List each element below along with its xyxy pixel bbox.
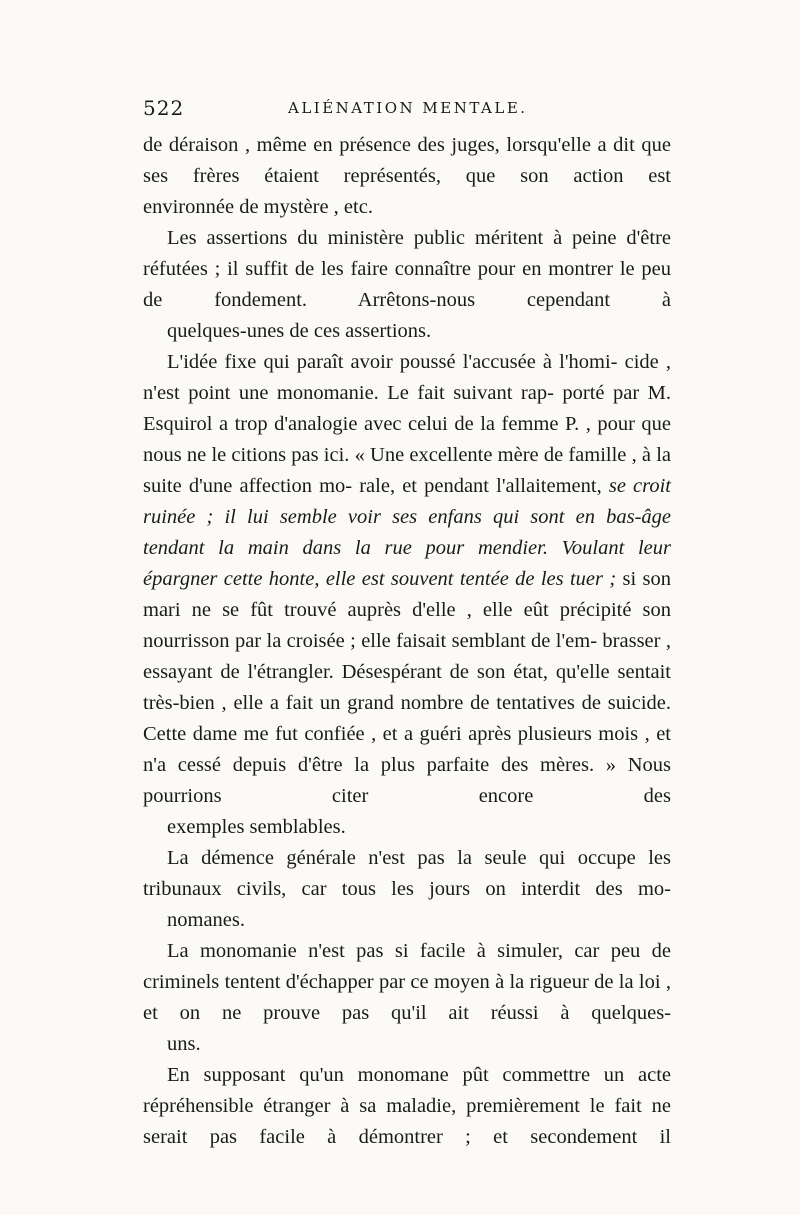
running-title: ALIÉNATION MENTALE.	[288, 99, 528, 117]
text-line: brasser , essayant de l'étrangler. Désespérant de son état,	[143, 630, 671, 683]
paragraph	[143, 936, 671, 1060]
text-line: fait ne serait pas facile à démontrer ; et secondement il	[143, 1095, 672, 1148]
paragraph	[143, 223, 671, 347]
text-line: exemples semblables.	[167, 816, 346, 838]
text-line: cide , n'est point une monomanie. Le fait suivant rap-	[143, 351, 671, 404]
text-line: de la loi , et on ne prouve pas qu'il ait réussi à quelques-	[143, 971, 671, 1024]
text-line: quelques-unes de ces assertions.	[167, 320, 432, 342]
paragraph	[143, 1060, 671, 1153]
text-line: de déraison , même en présence des juges, lorsqu'elle	[143, 134, 591, 156]
text-line: La démence générale n'est pas la seule qui occupe les	[167, 847, 671, 869]
body-text	[143, 130, 671, 1153]
text-line: a dit que ses frères étaient représentés, que son action est	[143, 134, 671, 187]
text-line: de criminels tentent d'échapper par ce moyen à la rigueur	[143, 940, 672, 993]
text-line: L'idée fixe qui paraît avoir poussé l'accusée à l'homi-	[167, 351, 618, 373]
text-line: plus parfaite des mères. » Nous pourrions citer encore des	[143, 754, 672, 807]
text-line: guéri après plusieurs mois , et n'a cessé depuis d'être la	[143, 723, 672, 776]
italic-quote: semble voir ses enfans qui sont en bas-âge tendant la	[143, 506, 671, 559]
paragraph	[143, 843, 671, 936]
text-line: qu'elle sentait très-bien , elle a fait un grand nombre de	[143, 661, 672, 714]
italic-quote: main dans la rue pour mendier. Voulant leur épargner	[143, 537, 672, 590]
italic-quote: cette honte, elle est souvent tentée de les tuer ;	[223, 568, 617, 590]
text-line: tentatives de suicide. Cette dame me fut confiée , et a	[143, 692, 671, 745]
text-line: En supposant qu'un monomane pût commettre un acte	[167, 1064, 671, 1086]
book-page	[143, 96, 671, 1153]
text-line: d'être réfutées ; il suffit de les faire connaître pour en	[143, 227, 671, 280]
text-line: Les assertions du ministère public méritent à peine	[167, 227, 617, 249]
text-line: uns.	[167, 1033, 201, 1055]
text-line: nourrisson par la croisée ; elle faisait semblant de l'em-	[143, 630, 598, 652]
paragraph	[143, 347, 671, 843]
text-line: mari ne se fût trouvé auprès d'elle , elle eût précipité son	[143, 599, 671, 621]
text-line: porté par M. Esquirol a trop d'analogie avec celui de la	[143, 382, 672, 435]
text-line: montrer le peu de fondement. Arrêtons-nous cependant à	[143, 258, 671, 311]
text-line: si son	[622, 568, 672, 590]
text-line: tribunaux civils, car tous les jours on interdit des mo-	[143, 878, 671, 900]
text-line: excellente mère de famille , à la suite d'une affection mo-	[143, 444, 671, 497]
text-line: environnée de mystère , etc.	[143, 196, 373, 218]
text-line: La monomanie n'est pas si facile à simuler, car peu	[167, 940, 641, 962]
italic-quote: se croit ruinée ; il lui	[143, 475, 671, 528]
page-number: 522	[143, 96, 185, 120]
paragraph	[143, 130, 671, 223]
text-line: femme P. , pour que nous ne le citions pas ici. « Une	[143, 413, 672, 466]
text-line: rale, et pendant l'allaitement,	[359, 475, 602, 497]
text-line: nomanes.	[167, 909, 245, 931]
text-line: répréhensible étranger à sa maladie, premièrement le	[143, 1095, 605, 1117]
page-header	[143, 96, 671, 130]
